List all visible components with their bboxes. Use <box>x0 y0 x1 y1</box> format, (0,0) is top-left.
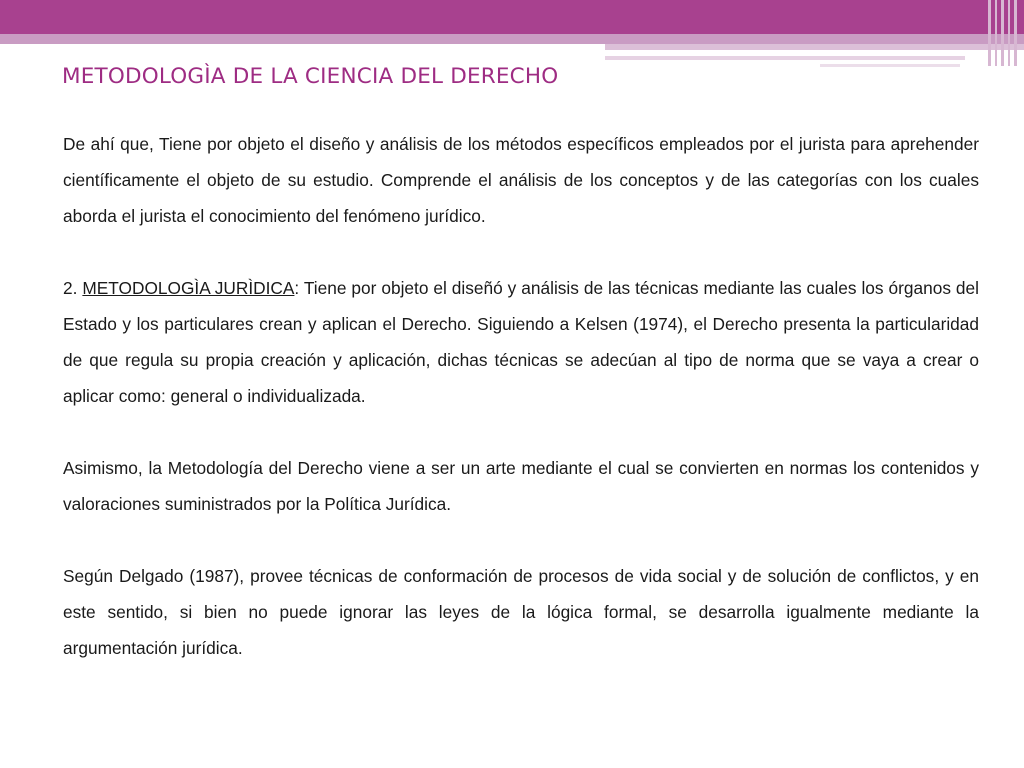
slide-body <box>63 126 979 702</box>
header-accent-line <box>605 56 965 60</box>
header-accent-line-short <box>820 64 960 67</box>
paragraph-1: De ahí que, Tiene por objeto el diseño y análisis de los métodos específicos empleados por el jurista para aprehender científicamente el objeto de su estudio. Comprende el análisis de los conceptos y de las categorías con los cuales aborda el jurista el conocimiento del fenómeno jurídico. <box>63 134 979 226</box>
slide-title: METODOLOGÌA DE LA CIENCIA DEL DERECHO <box>62 64 559 89</box>
paragraph-2-text: : Tiene por objeto el diseñó y análisis de las técnicas mediante las cuales los órganos del Estado y los particulares crean y aplican el Derecho. Siguiendo a Kelsen (1974), el Derecho presenta la particularidad de que regula su propia creación y aplicación, dichas técnicas se adecúan al tipo de norma que se vaya a crear o aplicar como: general o individualizada. <box>63 278 979 406</box>
paragraph-4: Según Delgado (1987), provee técnicas de conformación de procesos de vida social y de solución de conflictos, y en este sentido, si bien no puede ignorar las leyes de la lógica formal, se desarrolla igualmente mediante la argumentación jurídica. <box>63 566 979 658</box>
decorative-vertical-lines <box>988 0 1018 66</box>
header-band <box>0 0 1024 34</box>
header-accent-stripe <box>605 44 1024 50</box>
paragraph-2-heading: METODOLOGÌA JURÌDICA <box>82 278 295 298</box>
paragraph-3: Asimismo, la Metodología del Derecho viene a ser un arte mediante el cual se convierten en normas los contenidos y valoraciones suministrados por la Política Jurídica. <box>63 458 979 514</box>
header-stripe <box>0 34 1024 44</box>
paragraph-2 <box>63 270 979 414</box>
paragraph-2-prefix: 2. <box>63 278 83 298</box>
